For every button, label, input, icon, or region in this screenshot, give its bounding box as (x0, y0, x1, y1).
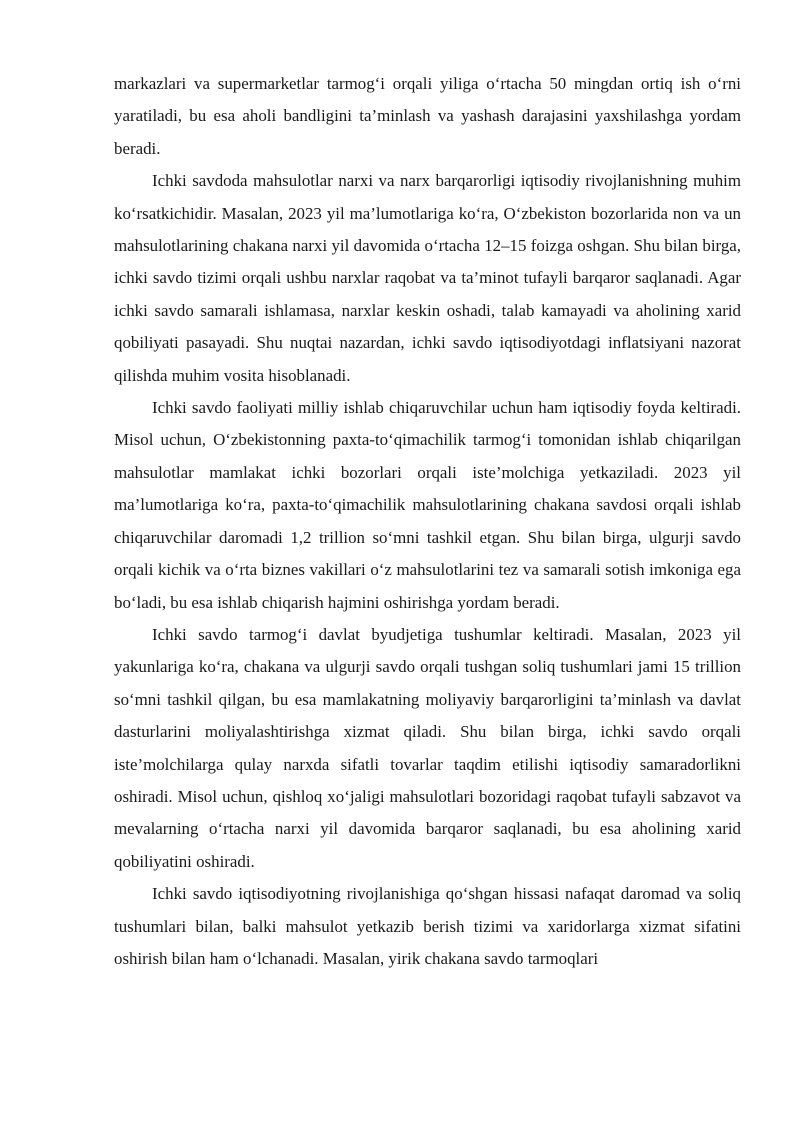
paragraph-national-producers: Ichki savdo faoliyati milliy ishlab chiqaruvchilar uchun ham iqtisodiy foyda keltiradi. Misol uchun, O‘zbekistonning paxta-to‘qimachilik tarmog‘i tomonidan ishlab chiqarilgan mahsulotlar mamlakat ichki bozorlari orqali iste’molchiga yetkaziladi. 2023 yil ma’lumotlariga ko‘ra, paxta-to‘qimachilik mahsulotlarining chakana savdosi orqali ishlab chiqaruvchilar daromadi 1,2 trillion so‘mni tashkil etgan. Shu bilan birga, ulgurji savdo orqali kichik va o‘rta biznes vakillari o‘z mahsulotlarini tez va samarali sotish imkoniga ega bo‘ladi, bu esa ishlab chiqarish hajmini oshirishga yordam beradi. (114, 398, 741, 612)
document-page (114, 68, 741, 975)
paragraph-continuation: markazlari va supermarketlar tarmog‘i orqali yiliga o‘rtacha 50 mingdan ortiq ish o‘rni yaratiladi, bu esa aholi bandligini ta’minlash va yashash darajasini yaxshilashga yordam beradi. (114, 74, 741, 158)
paragraph-price-stability: Ichki savdoda mahsulotlar narxi va narx barqarorligi iqtisodiy rivojlanishning muhim ko‘rsatkichidir. Masalan, 2023 yil ma’lumotlariga ko‘ra, O‘zbekiston bozorlarida non va un mahsulotlarining chakana narxi yil davomida o‘rtacha 12–15 foizga oshgan. Shu bilan birga, ichki savdo tizimi orqali ushbu narxlar raqobat va ta’minot tufayli barqaror saqlanadi. Agar ichki savdo samarali ishlamasa, narxlar keskin oshadi, talab kamayadi va aholining xarid qobiliyati pasayadi. Shu nuqtai nazardan, ichki savdo iqtisodiyotdagi inflatsiyani nazorat qilishda muhim vosita hisoblanadi. (114, 171, 741, 385)
paragraph-trade-contribution: Ichki savdo iqtisodiyotning rivojlanishiga qo‘shgan hissasi nafaqat daromad va soliq tushumlari bilan, balki mahsulot yetkazib berish tizimi va xaridorlarga xizmat sifatini oshirish bilan ham o‘lchanadi. Masalan, yirik chakana savdo tarmoqlari (114, 884, 741, 968)
paragraph-budget-revenue: Ichki savdo tarmog‘i davlat byudjetiga tushumlar keltiradi. Masalan, 2023 yil yakunlariga ko‘ra, chakana va ulgurji savdo orqali tushgan soliq tushumlari jami 15 trillion so‘mni tashkil qilgan, bu esa mamlakatning moliyaviy barqarorligini ta’minlash va davlat dasturlarini moliyalashtirishga xizmat qiladi. Shu bilan birga, ichki savdo orqali iste’molchilarga qulay narxda sifatli tovarlar taqdim etilishi iqtisodiy samaradorlikni oshiradi. Misol uchun, qishloq xo‘jaligi mahsulotlari bozoridagi raqobat tufayli sabzavot va mevalarning o‘rtacha narxi yil davomida barqaror saqlanadi, bu esa aholining xarid qobiliyatini oshiradi. (114, 624, 741, 871)
